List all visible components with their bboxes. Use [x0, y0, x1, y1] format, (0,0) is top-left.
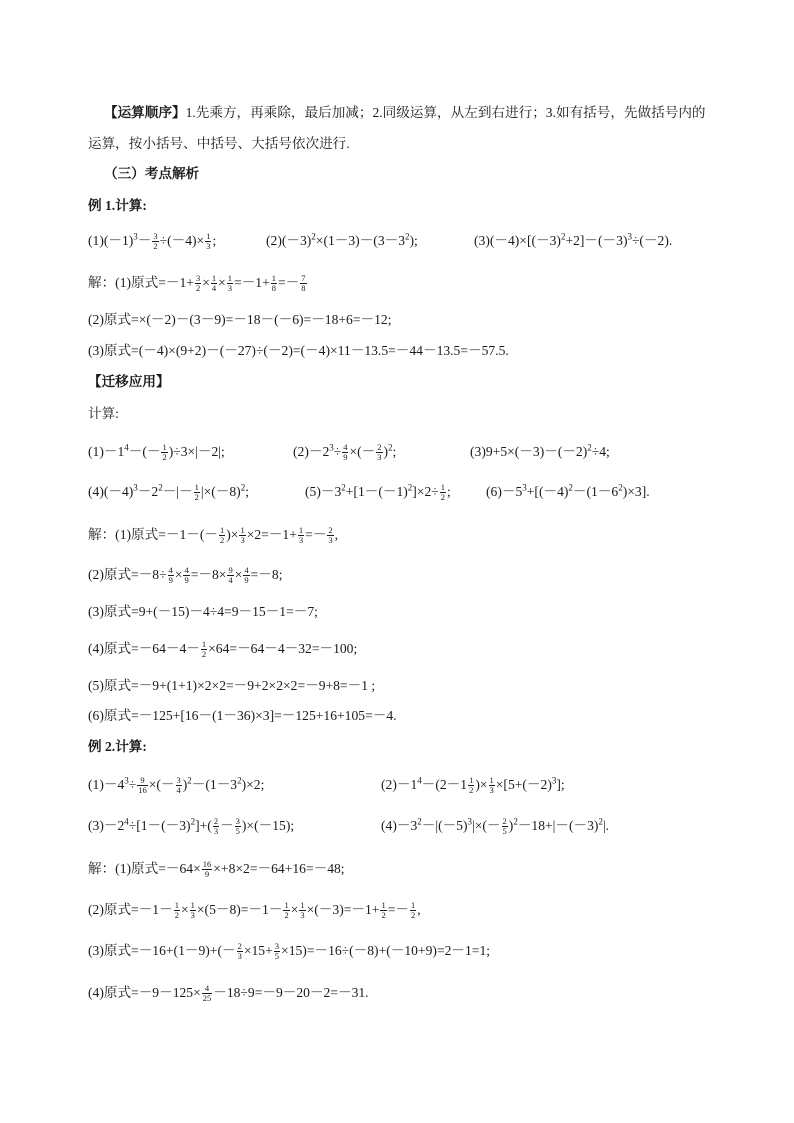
transfer-solution-3: (3)原式=9+(－15)－4÷4=9－15－1=－7;	[88, 604, 318, 619]
section-title: （三）考点解析	[104, 166, 200, 181]
example-2-problem-1: $(1)-4^3\div$ $\frac{9}{16}$ ×(－ $\frac{3}{4}$ )$^2-(1-3^2)\times 2$;	[88, 775, 265, 796]
transfer-problem-5: $(5)-3^2+[1-(-1)^2]\times 2\div$ $\frac{1}{2}$ ;	[305, 482, 451, 503]
example-1-solution-2: (2)原式=×(－2)－(3－9)=－18－(－6)=－18+6=－12;	[88, 312, 392, 327]
example-1-solution-3: (3)原式=(－4)×(9+2)－(－27)÷(－2)=(－4)×11－13.5=－44－13.5=－57.5.	[88, 343, 509, 358]
transfer-problem-6: $(6)-5^3+[(-4)^2-(1-6^2)\times 3]$.	[486, 482, 650, 499]
example-2-problem-4: $(4)-3^2-|(-5)^3|\times(-$ $\frac{2}{5}$ )$^2-18+|-(-3)^2|$.	[381, 816, 610, 837]
transfer-problem-1: $(1)-1^4-(-$ $\frac{1}{2}$ )÷3×|－2|;	[88, 442, 225, 463]
example-2-solution-2: (2)原式=－1－ $\frac{1}{2}$ × $\frac{1}{3}$ ×(5－8)=－1－ $\frac{1}{2}$ × $\frac{1}{3}$ ×(－3)=－1+ $\frac{1}{2}$ =－ $\frac{1}{2}$ ,	[88, 900, 421, 921]
example-1-problem-2: $(2)(-3)^2\times(1-3)-(3-3^2)$;	[266, 231, 418, 248]
transfer-problem-4: $(4)(-4)^3-2^2-|-$ $\frac{1}{2}$ $|\times(-8)^2$;	[88, 482, 249, 503]
example-2-problem-2: $(2)-1^4-(2-1$ $\frac{1}{2}$ )× $\frac{1}{3}$ $\times[5+(-2)^3]$;	[381, 775, 565, 796]
example-2-solution-4: (4)原式=－9－125× $\frac{4}{25}$ －18÷9=－9－20－2=－31.	[88, 983, 369, 1004]
transfer-solution-1: 解：(1)原式=－1－(－ $\frac{1}{2}$ )× $\frac{1}{3}$ ×2=－1+ $\frac{1}{3}$ =－ $\frac{2}{3}$ ,	[88, 525, 339, 546]
example-2-solution-3: (3)原式=－16+(1－9)+(－ $\frac{2}{3}$ ×15+ $\frac{3}{5}$ ×15)=－16÷(－8)+(－10+9)=2－1=1;	[88, 941, 491, 962]
transfer-solution-6: (6)原式=－125+[16－(1－36)×3]=－125+16+105=－4.	[88, 708, 397, 723]
example-1-problem-1: $(1)(-1)^3-$ $\frac{3}{2}$ ÷(－4)× $\frac{1}{3}$ ;	[88, 231, 217, 252]
intro-line-1: 【运算顺序】1.先乘方，再乘除，最后加减；2.同级运算，从左到右进行；3.如有括号，先做括号内的	[104, 105, 706, 120]
example-2-problem-3: $(3)-2^4\div[1-(-3)^2]+$( $\frac{2}{3}$ － $\frac{3}{5}$ )×(－15);	[88, 816, 295, 837]
example-1-title: 例 1.计算:	[88, 198, 147, 213]
example-1-problem-3: $(3)(-4)\times[(-3)^2+2]-(-3)^3\div(-2)$.	[474, 231, 673, 248]
intro-heading: 【运算顺序】	[104, 105, 186, 120]
transfer-problem-2: $(2)-2^3\div$ $\frac{4}{9}$ ×(－ $\frac{2}{3}$ )$^2$;	[293, 442, 397, 463]
transfer-solution-2: (2)原式=－8÷ $\frac{4}{9}$ × $\frac{4}{9}$ =－8× $\frac{9}{4}$ × $\frac{4}{9}$ =－8;	[88, 565, 283, 586]
example-2-solution-1: 解：(1)原式=－64× $\frac{16}{9}$ ×+8×2=－64+16=－48;	[88, 859, 345, 880]
transfer-solution-4: (4)原式=－64－4－ $\frac{1}{2}$ ×64=－64－4－32=－100;	[88, 639, 358, 660]
example-1-solution-1: 解：(1)原式=－1+ $\frac{3}{2}$ × $\frac{1}{4}$ × $\frac{1}{3}$ =－1+ $\frac{1}{8}$ =－ $\frac{7}{8}$	[88, 273, 306, 294]
transfer-solution-5: (5)原式=－9+(1+1)×2×2=－9+2×2×2=－9+8=－1 ;	[88, 678, 376, 693]
transfer-heading: 【迁移应用】	[88, 374, 170, 389]
intro-line-2: 运算，按小括号、中括号、大括号依次进行.	[88, 136, 350, 151]
transfer-problem-3: $(3)9+5\times(-3)-(-2)^2\div 4$;	[470, 442, 610, 459]
transfer-calc-label: 计算:	[88, 406, 119, 421]
example-2-title: 例 2.计算:	[88, 739, 147, 754]
